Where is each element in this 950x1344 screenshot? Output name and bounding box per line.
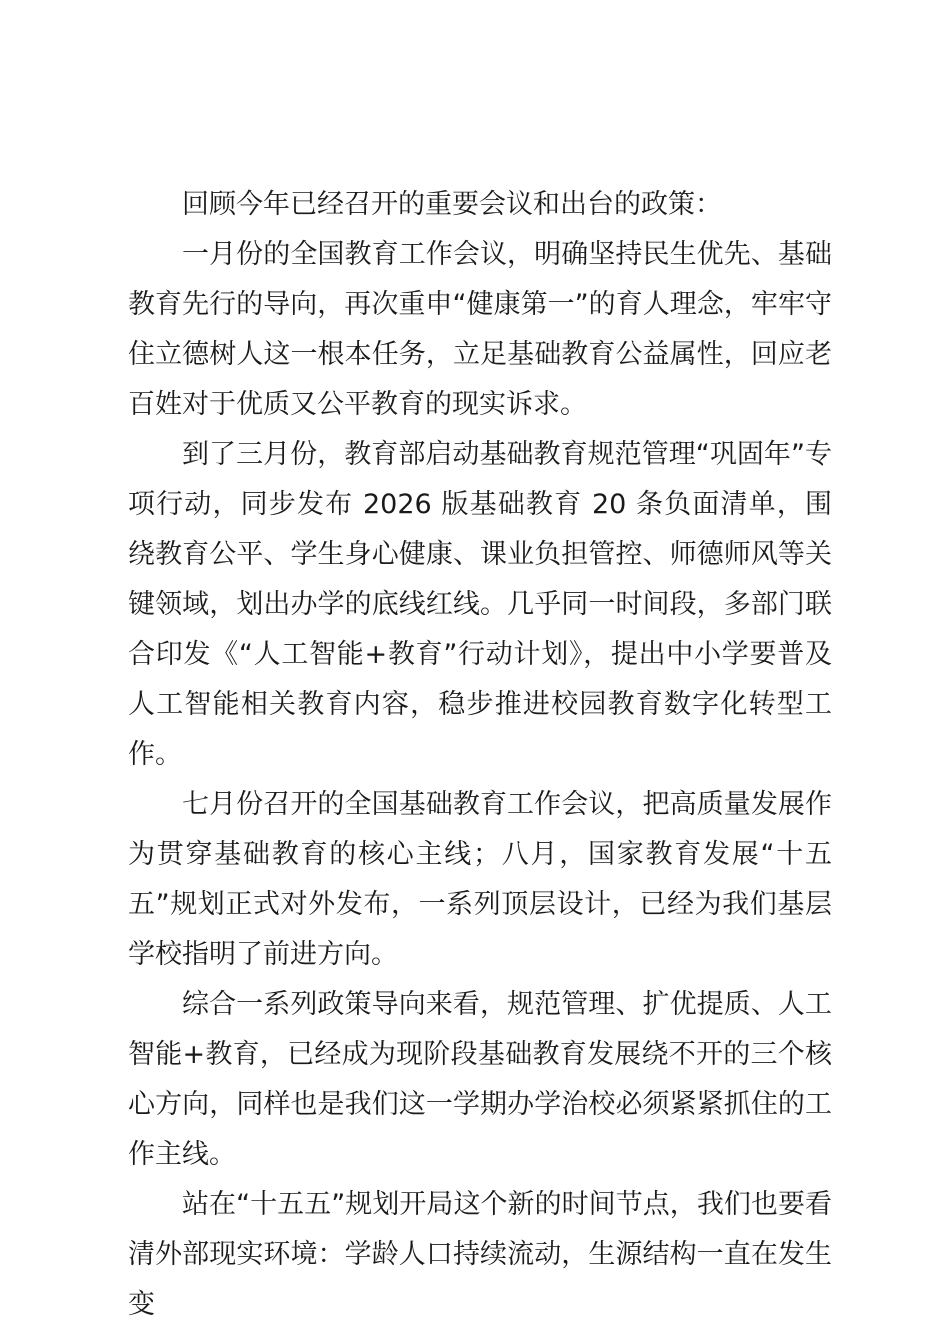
paragraph-july-august: 七月份召开的全国基础教育工作会议，把高质量发展作为贯穿基础教育的核心主线；八月，国家教育发展“十五五”规划正式对外发布，一系列顶层设计，已经为我们基层学校指明了前进方向。 <box>128 789 832 970</box>
document-body <box>128 180 832 1330</box>
paragraph-january-meeting: 一月份的全国教育工作会议，明确坚持民生优先、基础教育先行的导向，再次重申“健康第一”的育人理念，牢牢守住立德树人这一根本任务，立足基础教育公益属性，回应老百姓对于优质又公平教育的现实诉求。 <box>128 239 832 420</box>
paragraph-review-intro: 回顾今年已经召开的重要会议和出台的政策： <box>182 189 722 220</box>
paragraph-march-action: 到了三月份，教育部启动基础教育规范管理“巩固年”专项行动，同步发布 2026 版基础教育 20 条负面清单，围绕教育公平、学生身心健康、课业负担管控、师德师风等关键领域，划出办学的底线红线。几乎同一时间段，多部门联合印发《“人工智能+教育”行动计划》，提出中小学要普及人工智能相关教育内容，稳步推进校园教育数字化转型工作。 <box>128 439 832 770</box>
paragraph-new-node: 站在“十五五”规划开局这个新的时间节点，我们也要看清外部现实环境：学龄人口持续流动，生源结构一直在发生变 <box>128 1189 832 1320</box>
paragraph-policy-summary: 综合一系列政策导向来看，规范管理、扩优提质、人工智能+教育，已经成为现阶段基础教育发展绕不开的三个核心方向，同样也是我们这一学期办学治校必须紧紧抓住的工作主线。 <box>128 989 832 1170</box>
